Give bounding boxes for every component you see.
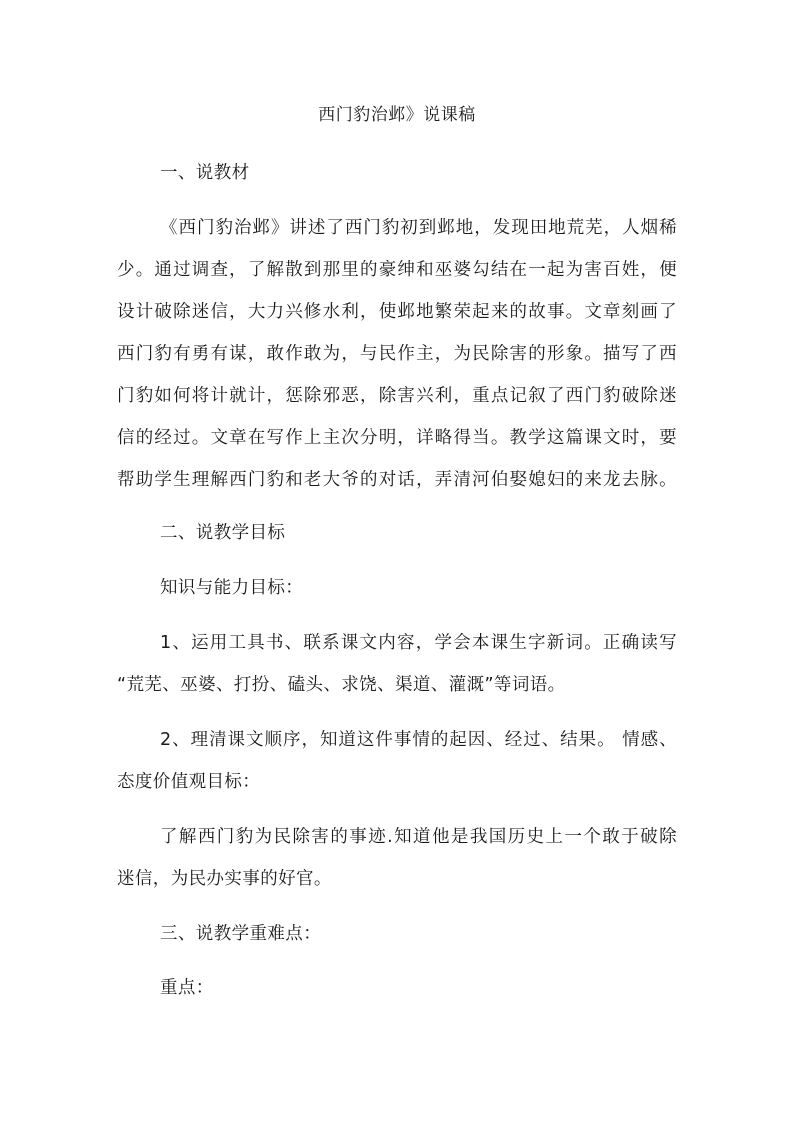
paragraph-line: 门豹如何将计就计，惩除邪恶，除害兴利，重点记叙了西门豹破除迷 [117, 386, 677, 406]
subheading-knowledge-goals: 知识与能力目标： [160, 578, 304, 598]
section-heading-teaching-material: 一、说教材 [160, 163, 250, 183]
paragraph-line: 信的经过。文章在写作上主次分明，详略得当。教学这篇课文时，要 [117, 428, 677, 448]
paragraph-line: 帮助学生理解西门豹和老大爷的对话，弄清河伯娶媳妇的来龙去脉。 [117, 470, 677, 490]
paragraph-line: 2、理清课文顺序，知道这件事情的起因、经过、结果。 情感、 [160, 730, 677, 750]
paragraph-line: 态度价值观目标： [117, 772, 261, 792]
paragraph-line: 设计破除迷信，大力兴修水利，使邺地繁荣起来的故事。文章刻画了 [117, 302, 677, 322]
paragraph-line: “荒芜、巫婆、打扮、磕头、求饶、渠道、灌溉”等词语。 [117, 675, 566, 695]
paragraph-line: 了解西门豹为民除害的事迹.知道他是我国历史上一个敢于破除 [160, 827, 677, 847]
document-title: 西门豹治邺》说课稿 [318, 105, 476, 125]
subheading-key-points: 重点： [160, 978, 214, 998]
section-heading-teaching-goals: 二、说教学目标 [160, 523, 286, 543]
paragraph-line: 少。通过调查，了解散到那里的豪绅和巫婆勾结在一起为害百姓，便 [117, 260, 677, 280]
paragraph-line: 迷信，为民办实事的好官。 [117, 869, 332, 889]
section-heading-key-difficulties: 三、说教学重难点： [160, 924, 322, 944]
paragraph-line: 1、运用工具书、联系课文内容，学会本课生字新词。正确读写 [160, 633, 677, 653]
paragraph-line: 西门豹有勇有谋，敢作敢为，与民作主，为民除害的形象。描写了西 [117, 344, 677, 364]
paragraph-line: 《西门豹治邺》讲述了西门豹初到邺地，发现田地荒芜，人烟稀 [160, 218, 677, 238]
